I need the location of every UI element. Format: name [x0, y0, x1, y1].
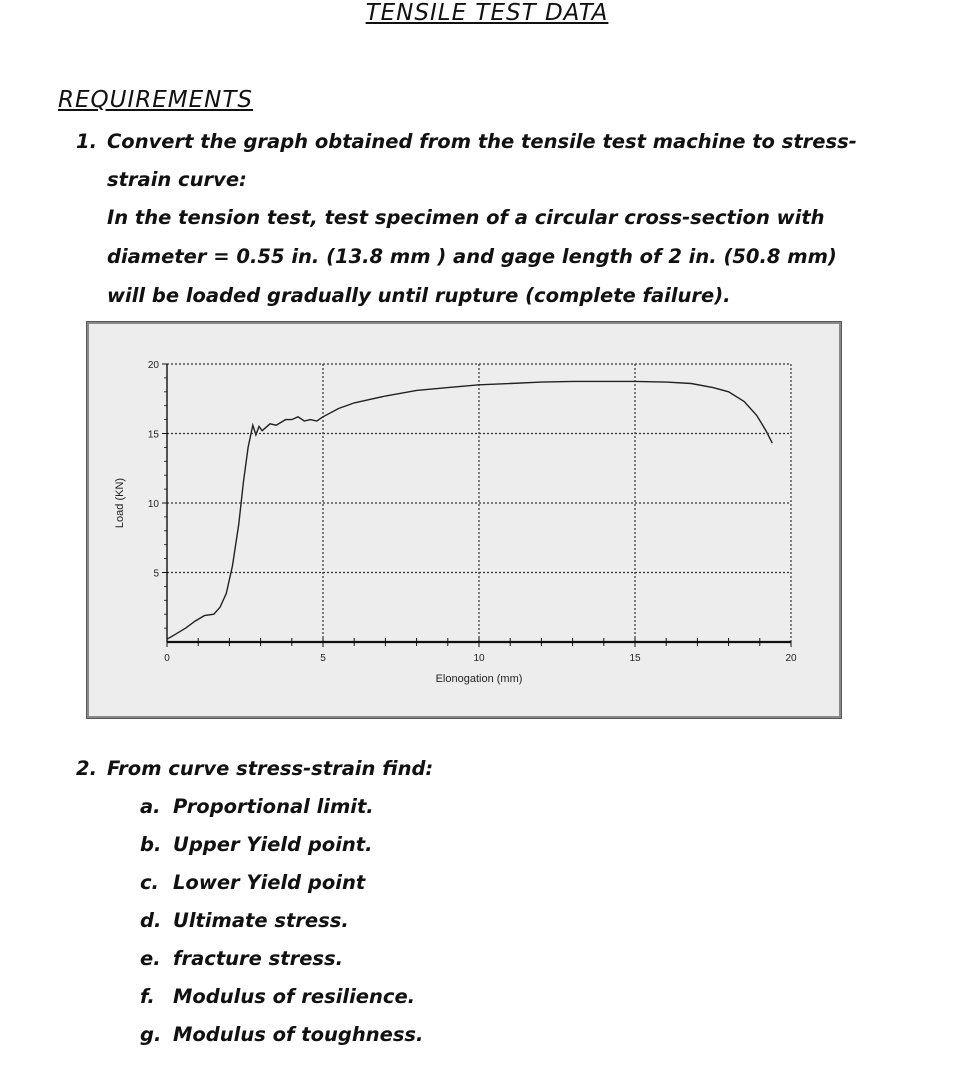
- subitem-letter: d.: [140, 909, 162, 932]
- item1-line: strain curve:: [107, 168, 247, 191]
- item1-line: In the tension test, test specimen of a circular cross-section with: [107, 206, 825, 229]
- item1-number: 1.: [76, 130, 97, 153]
- x-tick-label: 0: [164, 653, 170, 664]
- document-title: TENSILE TEST DATA: [365, 0, 609, 26]
- item1-line: will be loaded gradually until rupture (complete failure).: [107, 284, 731, 307]
- subitem-text: Upper Yield point.: [173, 833, 373, 856]
- x-tick-label: 20: [785, 653, 797, 664]
- requirements-heading: REQUIREMENTS: [58, 87, 253, 113]
- y-tick-label: 10: [147, 499, 159, 510]
- load-elongation-figure: [86, 321, 842, 719]
- chart-grid: [167, 364, 791, 642]
- subitem-text: fracture stress.: [173, 947, 344, 970]
- y-axis-label: Load (KN): [114, 477, 126, 529]
- subitem-letter: c.: [140, 871, 159, 894]
- x-tick-label: 15: [629, 653, 641, 664]
- item2-number: 2.: [76, 757, 97, 780]
- subitem-letter: f.: [140, 985, 155, 1008]
- x-axis-label: Elonogation (mm): [435, 673, 523, 685]
- y-tick-label: 15: [147, 429, 159, 441]
- subitem-text: Ultimate stress.: [173, 909, 349, 932]
- x-tick-label: 10: [473, 653, 485, 664]
- subitem-letter: b.: [140, 833, 162, 856]
- subitem-letter: a.: [140, 795, 161, 818]
- item1-line: Convert the graph obtained from the tensile test machine to stress-: [107, 130, 857, 153]
- subitem-text: Proportional limit.: [173, 795, 374, 818]
- subitem-text: Modulus of toughness.: [173, 1023, 424, 1046]
- item1-line: diameter = 0.55 in. (13.8 mm ) and gage length of 2 in. (50.8 mm): [107, 245, 837, 268]
- subitem-letter: g.: [140, 1023, 162, 1046]
- y-tick-label: 5: [153, 568, 159, 580]
- load-elongation-chart: [87, 322, 841, 718]
- item2-text: From curve stress-strain find:: [107, 757, 434, 780]
- subitem-text: Modulus of resilience.: [173, 985, 416, 1008]
- subitem-text: Lower Yield point: [173, 871, 366, 894]
- y-tick-label: 20: [147, 360, 159, 371]
- series-line: [167, 381, 772, 639]
- x-tick-label: 5: [320, 653, 326, 664]
- subitem-letter: e.: [140, 947, 161, 970]
- chart-ticks: [148, 360, 797, 664]
